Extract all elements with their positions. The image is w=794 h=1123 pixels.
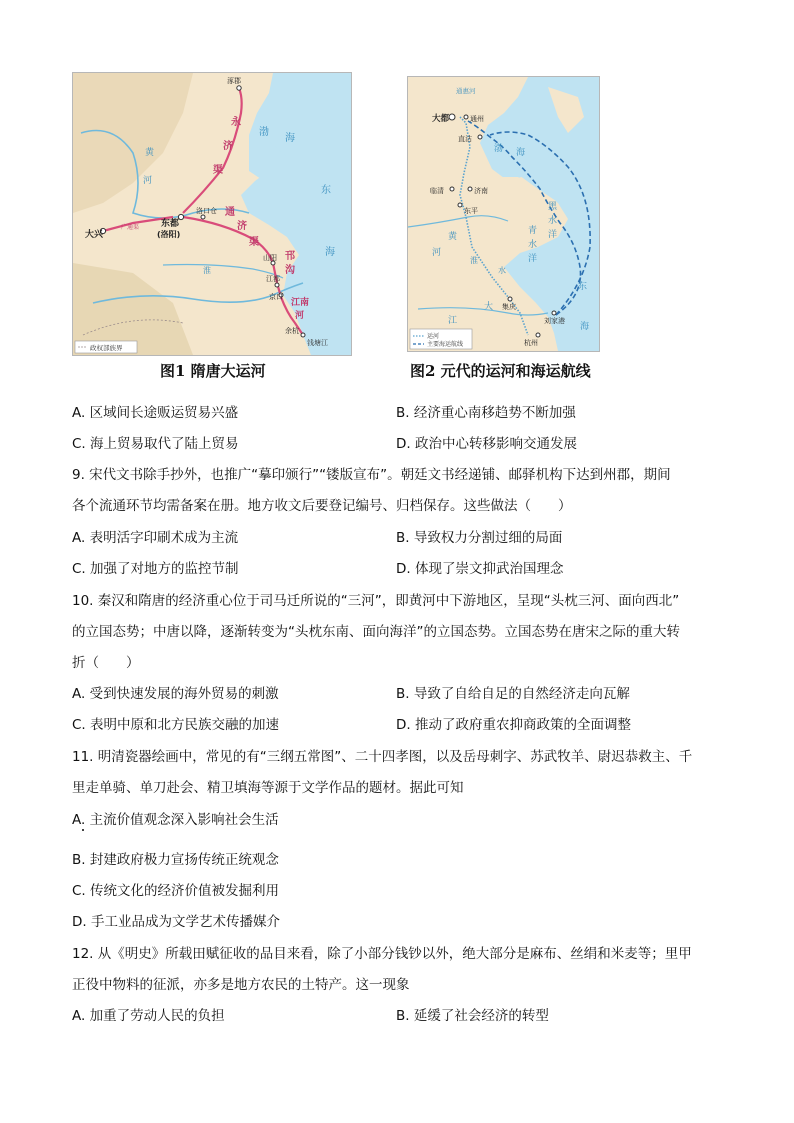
map-sui-tang-canal [73, 73, 351, 355]
fig2-label-jinan: 济南 [474, 187, 488, 195]
q11-option-c: C. 传统文化的经济价值被发掘利用 [72, 883, 280, 899]
fig2-river-he: 河 [432, 248, 442, 258]
figure-2-caption: 图2 元代的运河和海运航线 [410, 362, 591, 380]
fig2-river-huai: 淮 [470, 256, 478, 265]
q11-stem-line-2: 里走单骑、单刀赴会、精卫填海等源于文学作品的题材。据此可知 [72, 780, 464, 796]
fig2-label-tongzhou: 通州 [470, 115, 484, 123]
q10-option-d: D. 推动了政府重农抑商政策的全面调整 [396, 717, 631, 733]
q11-option-b: B. 封建政府极力宣扬传统正统观念 [72, 852, 279, 868]
fig1-sea-hai1: 海 [285, 133, 295, 144]
q10-stem-line-2: 的立国态势；中唐以降，逐渐转变为“头枕东南、面向海洋”的立国态势。立国态势在唐宋之际的重大转 [72, 624, 680, 640]
figure-1-caption: 图1 隋唐大运河 [160, 362, 266, 380]
stray-dot [82, 829, 84, 831]
fig1-river-huai: 淮 [203, 266, 211, 275]
fig1-label-dongdu: 东都 [161, 219, 180, 229]
fig2-legend-canal: 运河 [427, 333, 440, 340]
fig2-label-hangzhou: 杭州 [524, 339, 538, 347]
q12-stem-line-2: 正役中物料的征派，亦多是地方农民的土特产。这一现象 [72, 977, 410, 993]
fig1-canal-tong: 通 [225, 207, 235, 218]
fig1-sea-hai2: 海 [325, 247, 335, 258]
fig1-label-zhuojun: 涿郡 [227, 77, 241, 85]
fig1-canal-qu2: 渠 [249, 237, 259, 248]
fig2-label-liujiagang: 刘家港 [544, 317, 565, 325]
fig2-sea-hei-shui: 水 [548, 216, 558, 226]
q9-option-a: A. 表明活字印刷术成为主流 [72, 530, 239, 546]
fig1-label-luokoucang: 洛口仓 [196, 207, 217, 215]
q9-option-c: C. 加强了对地方的监控节制 [72, 561, 239, 577]
fig1-label-shanyang: 山阳 [263, 254, 277, 262]
fig1-sea-bo: 渤 [259, 127, 269, 138]
q8-option-c: C. 海上贸易取代了陆上贸易 [72, 436, 239, 452]
q10-option-c: C. 表明中原和北方民族交融的加速 [72, 717, 280, 733]
fig1-river-he: 河 [143, 176, 153, 186]
fig1-river-huang: 黄 [145, 148, 155, 158]
fig1-label-yuhang: 余杭 [285, 327, 299, 335]
q12-option-a: A. 加重了劳动人民的负担 [72, 1008, 225, 1024]
fig1-legend-text: 政权部族界 [90, 344, 123, 352]
fig2-sea-qing-yang: 洋 [528, 254, 538, 264]
q10-stem-line-3: 折（ ） [72, 655, 140, 671]
fig1-canal-gou: 沟 [285, 265, 295, 276]
fig1-canal-han: 邗 [285, 251, 295, 262]
fig2-sea-qing: 青 [528, 226, 538, 236]
fig1-label-jingkou: 京口 [269, 293, 283, 301]
q11-option-d: D. 手工业品成为文学艺术传播媒介 [72, 914, 280, 930]
map-yuan-canal-sea-route [408, 77, 599, 351]
fig2-river-jiang: 江 [448, 316, 458, 326]
q10-stem-line-1: 10. 秦汉和隋唐的经济重心位于司马迁所说的“三河”，即黄河中下游地区，呈现“头枕三河、面向西北” [72, 593, 680, 609]
fig2-sea-hei-yang: 洋 [548, 230, 558, 240]
fig1-label-daxing: 大兴 [85, 230, 104, 240]
fig1-sea-dong: 东 [321, 185, 331, 196]
map-figure-1 [72, 72, 352, 356]
q12-stem-line-1: 12. 从《明史》所载田赋征收的品目来看，除了小部分钱钞以外，绝大部分是麻布、丝绢和米麦等；里甲 [72, 946, 692, 962]
fig1-canal-ji2: 济 [237, 221, 247, 232]
q11-option-a: A. 主流价值观念深入影响社会生活 [72, 812, 279, 828]
q9-stem-line-2: 各个流通环节均需备案在册。地方收文后要登记编号、归档保存。这些做法（ ） [72, 498, 572, 514]
fig2-sea-qing-shui: 水 [528, 240, 538, 250]
q11-stem-line-1: 11. 明清瓷器绘画中，常见的有“三纲五常图”、二十四孝图，以及岳母刺字、苏武牧羊、尉迟恭救主、千 [72, 749, 693, 765]
fig2-river-da: 大 [484, 302, 494, 312]
q8-option-d: D. 政治中心转移影响交通发展 [396, 436, 577, 452]
fig1-canal-jiangnan: 江南 [291, 298, 310, 308]
fig1-label-luoyang: (洛阳) [157, 230, 181, 239]
fig1-label-qiantangjiang: 钱塘江 [307, 339, 328, 347]
fig2-label-zhigu: 直沽 [458, 135, 472, 143]
fig2-river-huang: 黄 [448, 232, 458, 242]
fig2-sea-dong: 东 [578, 282, 588, 292]
map-figure-2 [407, 76, 600, 352]
q8-option-a: A. 区域间长途贩运贸易兴盛 [72, 405, 239, 421]
q8-option-b: B. 经济重心南移趋势不断加强 [396, 405, 576, 421]
fig2-label-linqing: 临清 [430, 187, 444, 195]
fig1-canal-qu: 渠 [213, 165, 223, 176]
fig2-label-tonghuihe: 通惠河 [456, 87, 476, 95]
q10-option-b: B. 导致了自给自足的自然经济走向瓦解 [396, 686, 630, 702]
q12-option-b: B. 延缓了社会经济的转型 [396, 1008, 549, 1024]
q9-option-b: B. 导致权力分割过细的局面 [396, 530, 563, 546]
fig1-label-jiangdu: 江都 [266, 275, 280, 283]
fig2-label-dongping: 东平 [464, 207, 478, 215]
fig2-sea-hei: 黑 [548, 202, 558, 212]
fig2-sea-hai2: 海 [580, 322, 590, 332]
fig2-sea-bo: 渤 [494, 144, 504, 154]
fig1-canal-guangtongqu: 广通渠 [121, 224, 140, 231]
fig2-label-jiqing: 集庆 [502, 303, 516, 311]
fig2-river-shui: 水 [498, 266, 506, 275]
fig2-label-dadu: 大都 [432, 114, 450, 124]
q10-option-a: A. 受到快速发展的海外贸易的刺激 [72, 686, 279, 702]
q9-option-d: D. 体现了崇文抑武治国理念 [396, 561, 564, 577]
q9-stem-line-1: 9. 宋代文书除手抄外，也推广“摹印颁行”“镂版宣布”。朝廷文书经递铺、邮驿机构下达到州郡，期间 [72, 467, 671, 483]
fig1-canal-ji: 济 [223, 141, 233, 152]
fig2-legend-sea-route: 主要海运航线 [427, 341, 464, 348]
fig1-canal-yong: 永 [231, 117, 241, 128]
fig2-sea-hai: 海 [516, 148, 526, 158]
fig1-canal-he2: 河 [295, 311, 305, 321]
